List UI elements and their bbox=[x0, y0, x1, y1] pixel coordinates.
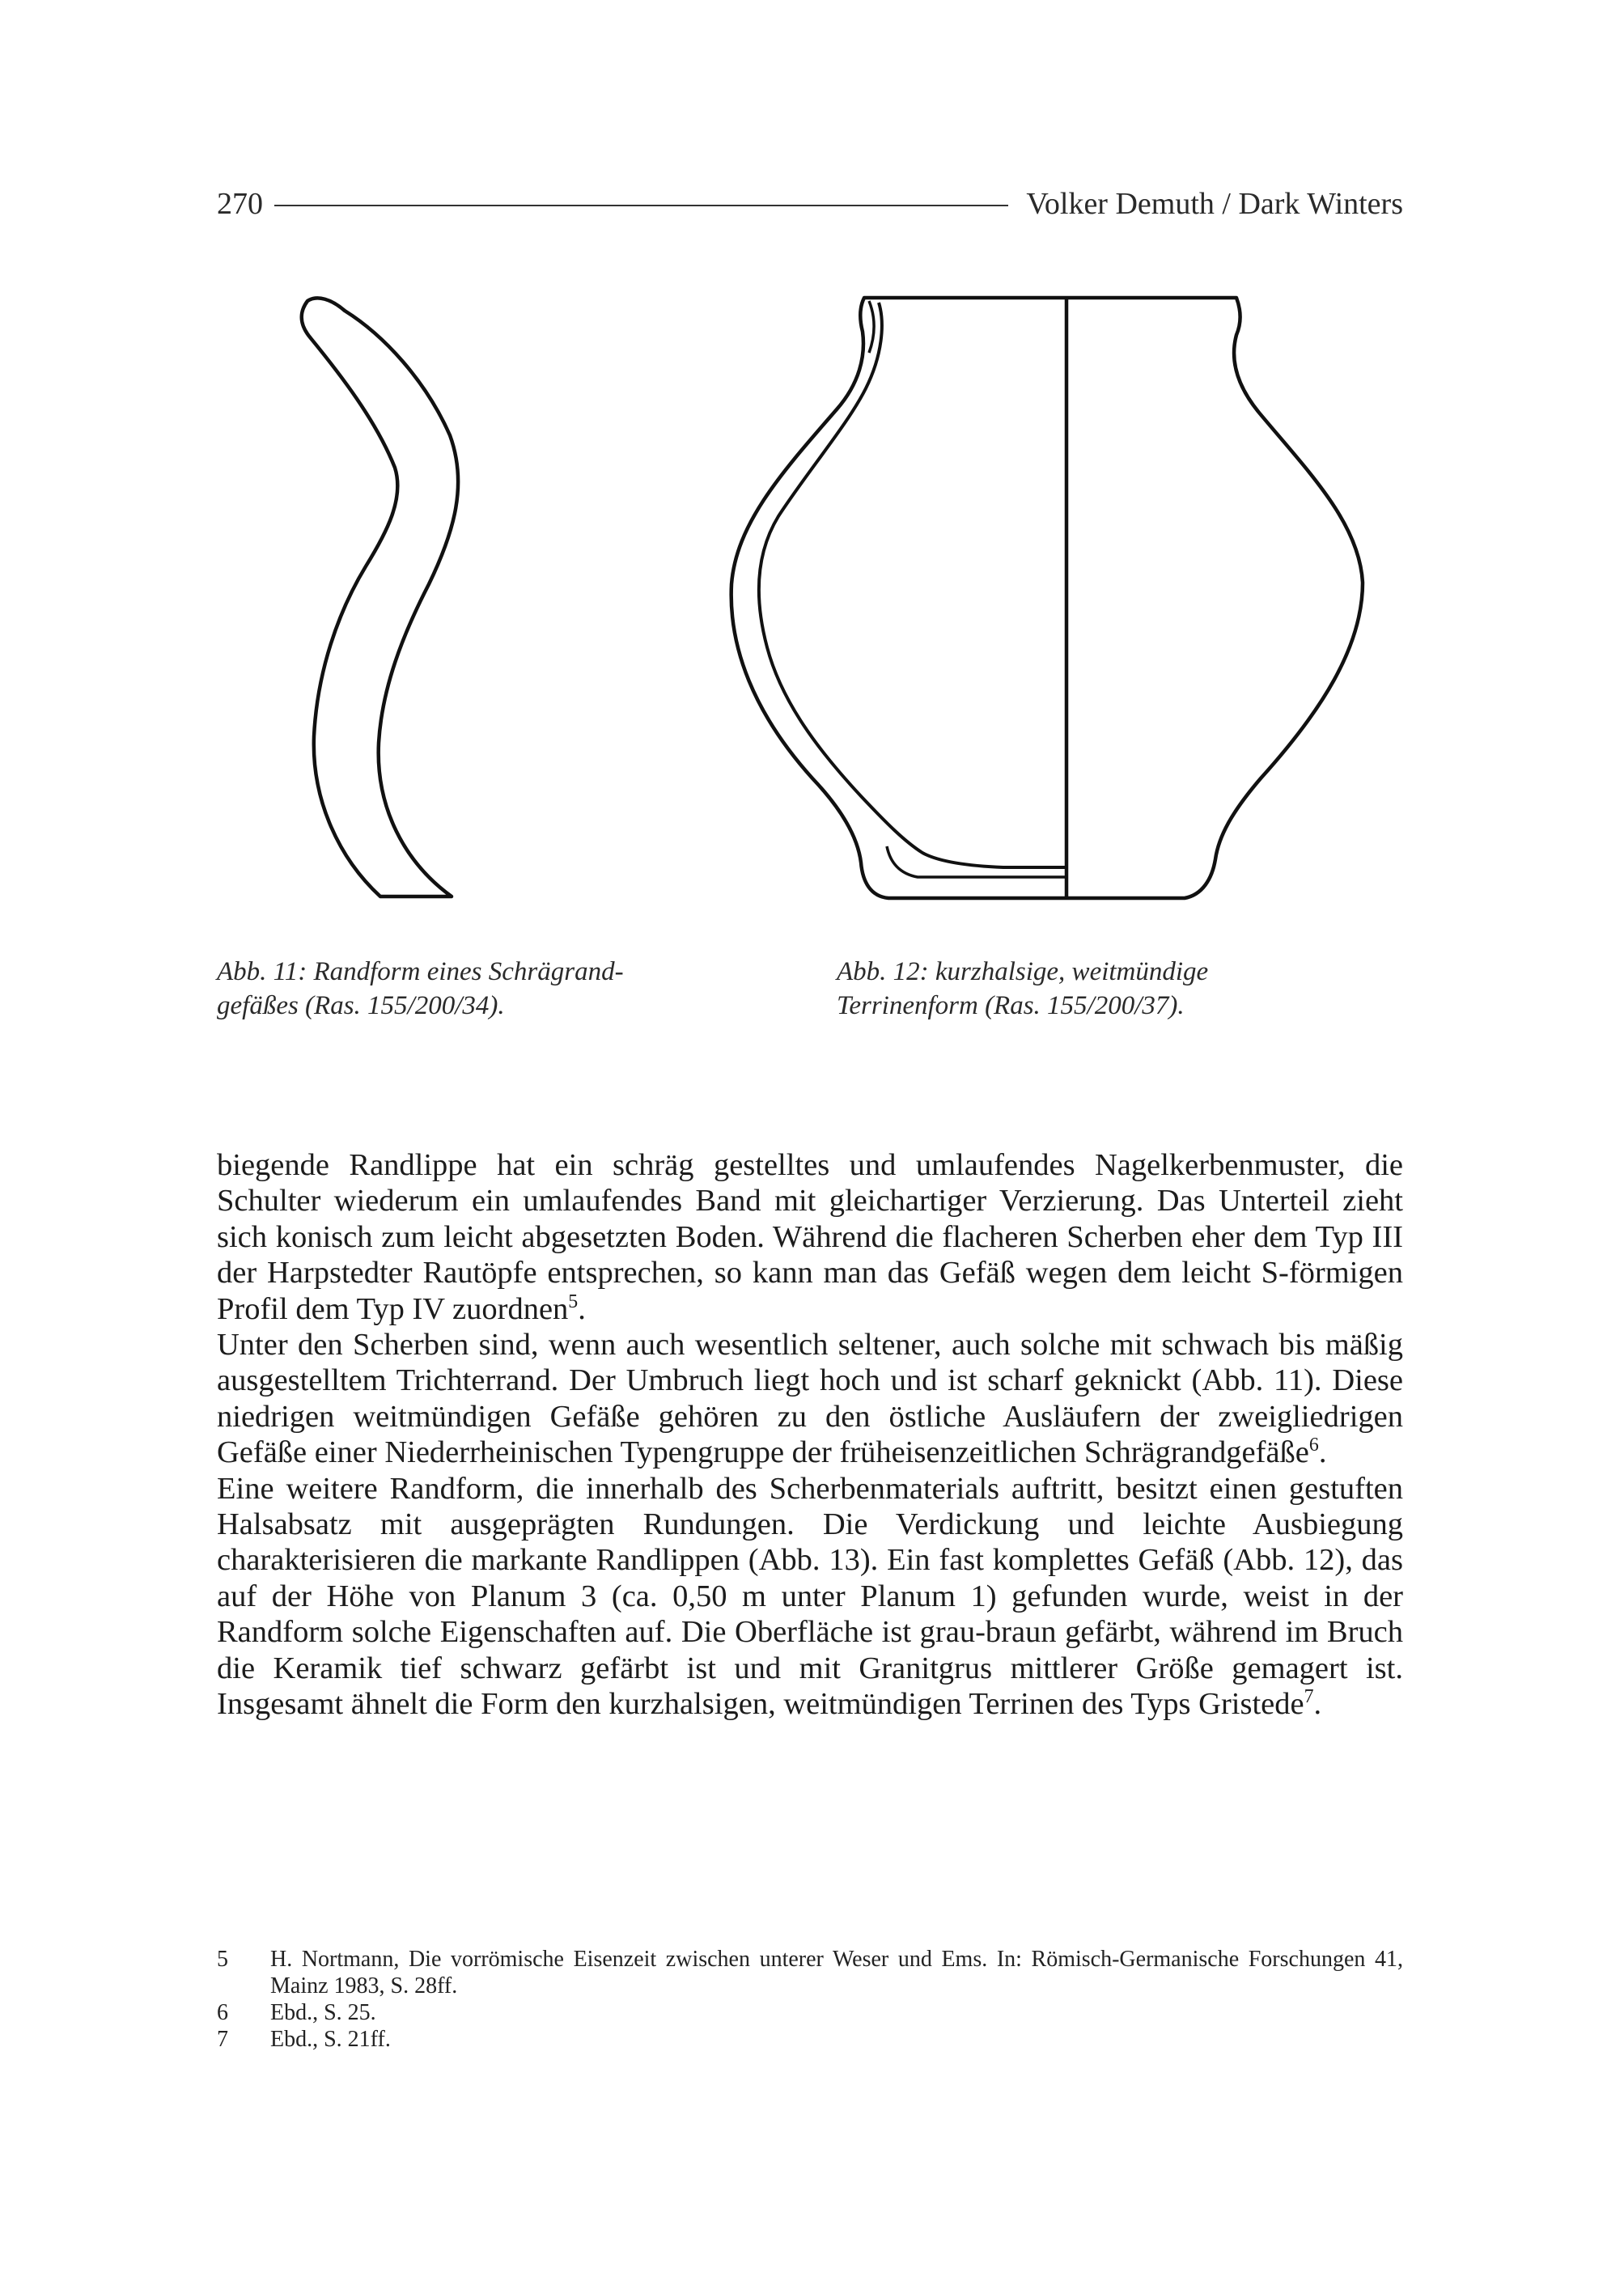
figure-12-vessel bbox=[716, 283, 1380, 914]
vessel-wall-section bbox=[759, 303, 1066, 867]
paragraph-2-text: Unter den Scherben sind, wenn auch wesentlich seltener, auch solche mit schwach bis mäßig ausgestelltem Trichterrand. Der Umbruch liegt hoch und ist scharf geknickt (Abb. 11). Diese niedrigen weitmündigen Gefäße gehören zu den östliche Ausläufern der zweigliedrigen Gefäße einer Niederrheinischen Typengruppe der früheisenzeitlichen Schrägrandgefäße bbox=[217, 1328, 1403, 1470]
figure-12-caption-line2: Terrinenform (Ras. 155/200/37). bbox=[837, 991, 1185, 1020]
vessel-foot-section bbox=[887, 846, 1066, 877]
footnote-5 bbox=[217, 1946, 1403, 1999]
footnote-ref-7[interactable]: 7 bbox=[1304, 1686, 1314, 1708]
paragraph-1-text: biegende Randlippe hat ein schräg gestelltes und umlaufendes Nagelkerbenmuster, die Schulter wiederum ein umlaufendes Band mit gleichartiger Verzierung. Das Unterteil zieht sich konisch zum leicht abgesetzten Boden. Während die flacheren Scherben eher dem Typ III der Harpstedter Rautöpfe entsprechen, so kann man das Gefäß wegen dem leicht S-förmigen Profil dem Typ IV zuordnen bbox=[217, 1148, 1403, 1326]
footnote-ref-6[interactable]: 6 bbox=[1308, 1435, 1319, 1456]
rim-profile-outline bbox=[302, 298, 458, 896]
footnote-ref-5[interactable]: 5 bbox=[568, 1291, 579, 1312]
vessel-rim-section bbox=[869, 301, 874, 353]
figure-12-caption bbox=[837, 955, 1322, 1023]
figure-11-rim-profile bbox=[283, 287, 477, 910]
vessel-outer-contour bbox=[731, 298, 1363, 898]
header-rule bbox=[274, 205, 1008, 206]
footnotes bbox=[217, 1946, 1403, 2053]
running-header bbox=[217, 180, 1403, 228]
paragraph-3 bbox=[217, 1471, 1403, 1723]
footnote-text: Ebd., S. 25. bbox=[270, 2000, 376, 2025]
paragraph-2 bbox=[217, 1327, 1403, 1471]
paragraph-2-end: . bbox=[1318, 1435, 1327, 1470]
figure-11-caption-line1: Abb. 11: Randform eines Schrägrand- bbox=[217, 957, 624, 986]
page-number: 270 bbox=[217, 187, 263, 221]
footnote-7 bbox=[217, 2026, 1403, 2053]
footnote-number: 7 bbox=[217, 2027, 228, 2052]
paragraph-1-end: . bbox=[578, 1291, 586, 1326]
footnote-number: 5 bbox=[217, 1947, 228, 1972]
vessel-drawing bbox=[716, 283, 1380, 914]
footnote-number: 6 bbox=[217, 2000, 228, 2025]
figure-11-caption bbox=[217, 955, 702, 1023]
running-title: Volker Demuth / Dark Winters bbox=[1026, 187, 1403, 221]
body-text bbox=[217, 1147, 1403, 1723]
figure-12-caption-line1: Abb. 12: kurzhalsige, weitmündige bbox=[837, 957, 1209, 986]
paragraph-3-text: Eine weitere Randform, die innerhalb des Scherbenmaterials auftritt, besitzt einen gestuften Halsabsatz mit ausgeprägten Rundungen. Die Verdickung und leichte Ausbiegung charakterisieren die markante Randlippen (Abb. 13). Ein fast komplettes Gefäß (Abb. 12), das auf der Höhe von Planum 3 (ca. 0,50 m unter Planum 1) gefunden wurde, weist in der Randform solche Eigenschaften auf. Die Oberfläche ist grau-braun gefärbt, während im Bruch die Keramik tief schwarz gefärbt ist und mit Granitgrus mittlerer Größe gemagert ist. Insgesamt ähnelt die Form den kurzhalsigen, weitmündigen Terrinen des Typs Gristede bbox=[217, 1471, 1403, 1722]
rim-profile-drawing bbox=[283, 287, 477, 910]
paragraph-3-end: . bbox=[1313, 1687, 1322, 1722]
figure-11-caption-line2: gefäßes (Ras. 155/200/34). bbox=[217, 991, 505, 1020]
footnote-text: Ebd., S. 21ff. bbox=[270, 2027, 391, 2052]
footnote-6 bbox=[217, 1999, 1403, 2026]
paragraph-1 bbox=[217, 1147, 1403, 1327]
footnote-text: H. Nortmann, Die vorrömische Eisenzeit zwischen unterer Weser und Ems. In: Römisch-Germanische Forschungen 41, Mainz 1983, S. 28ff. bbox=[270, 1947, 1403, 1998]
